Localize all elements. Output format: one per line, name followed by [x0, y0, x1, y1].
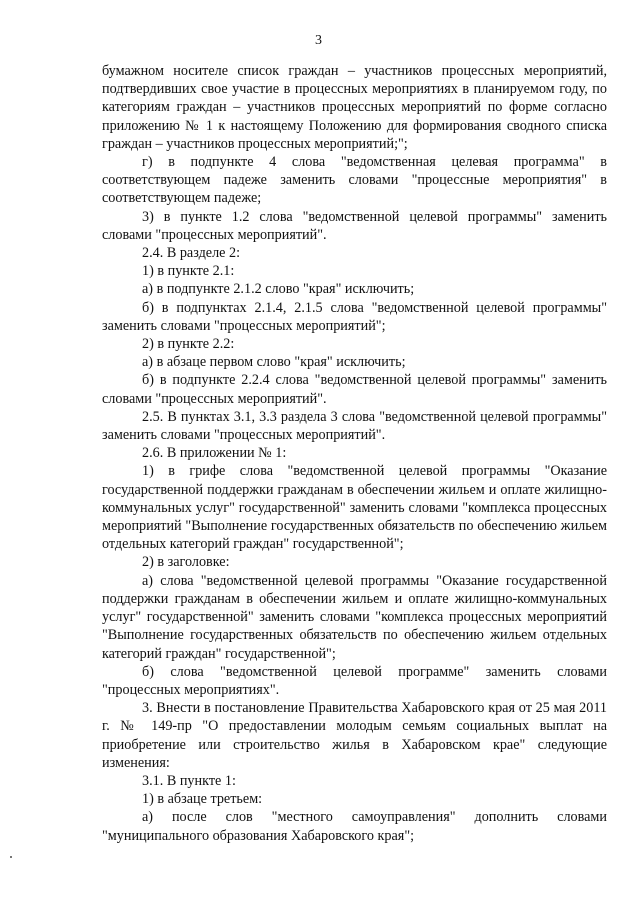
document-body — [102, 62, 607, 845]
paragraph: а) после слов "местного самоуправления" дополнить словами "муниципального образования Хабаровского края"; — [102, 809, 607, 844]
paragraph: б) в подпунктах 2.1.4, 2.1.5 слова "ведомственной целевой программы" заменить словами "процессных мероприятий"; — [102, 299, 607, 334]
paragraph: 1) в грифе слова "ведомственной целевой программы "Оказание государственной поддержки гражданам в обеспечении жильем и оплате жилищно-коммунальных услуг" государственной" заменить словами "комплекса процессных мероприятий "Выполнение государственных обязательств по обеспечению жильем отдельных категорий граждан" государственной"; — [102, 463, 607, 553]
paragraph: 3) в пункте 1.2 слова "ведомственной целевой программы" заменить словами "процессных мероприятий". — [102, 208, 607, 243]
paragraph: а) в абзаце первом слово "края" исключить; — [142, 354, 406, 371]
paragraph: 2) в заголовке: — [142, 554, 230, 571]
paragraph: 2.5. В пунктах 3.1, 3.3 раздела 3 слова "ведомственной целевой программы" заменить словами "процессных мероприятий". — [102, 408, 607, 444]
scan-speck — [10, 856, 12, 858]
paragraph: б) слова "ведомственной целевой программе" заменить словами "процессных мероприятиях". — [102, 663, 607, 698]
paragraph: 1) в абзаце третьем: — [142, 791, 263, 808]
paragraph: 1) в пункте 2.1: — [142, 263, 235, 280]
paragraph: г) в подпункте 4 слова "ведомственная целевая программа" в соответствующем падеже заменить словами "процессные мероприятия" в соответствующем падеже; — [102, 154, 607, 207]
paragraph: 2) в пункте 2.2: — [142, 336, 235, 353]
paragraph: 2.6. В приложении № 1: — [142, 445, 287, 462]
paragraph: 3.1. В пункте 1: — [142, 772, 236, 789]
paragraph: 3. Внести в постановление Правительства Хабаровского края от 25 мая 2011 г. № 149-пр "О предоставлении молодым семьям социальных выплат на приобретение или строительство жилья в Хабаровском крае" следующие изменения: — [102, 700, 607, 771]
page-number: 3 — [315, 33, 322, 48]
paragraph: 2.4. В разделе 2: — [142, 245, 241, 262]
paragraph: бумажном носителе список граждан – участников процессных мероприятий, подтвердивших свое участие в процессных мероприятиях в планируемом году, по категориям граждан – участников процессных мероприятий по форме согласно приложению № 1 к настоящему Положению для формирования сводного списка граждан – участников процессных мероприятий;"; — [102, 63, 607, 152]
paragraph: а) слова "ведомственной целевой программы "Оказание государственной поддержки гражданам в обеспечении жильем и оплате жилищно-коммунальных услуг" государственной" заменить словами "комплекса процессных мероприятий "Выполнение государственных обязательств по обеспечению жильем отдельных категорий граждан" государственной"; — [102, 572, 607, 662]
paragraph: а) в подпункте 2.1.2 слово "края" исключить; — [142, 281, 415, 298]
paragraph: б) в подпункте 2.2.4 слова "ведомственной целевой программы" заменить словами "процессных мероприятий". — [102, 372, 607, 407]
